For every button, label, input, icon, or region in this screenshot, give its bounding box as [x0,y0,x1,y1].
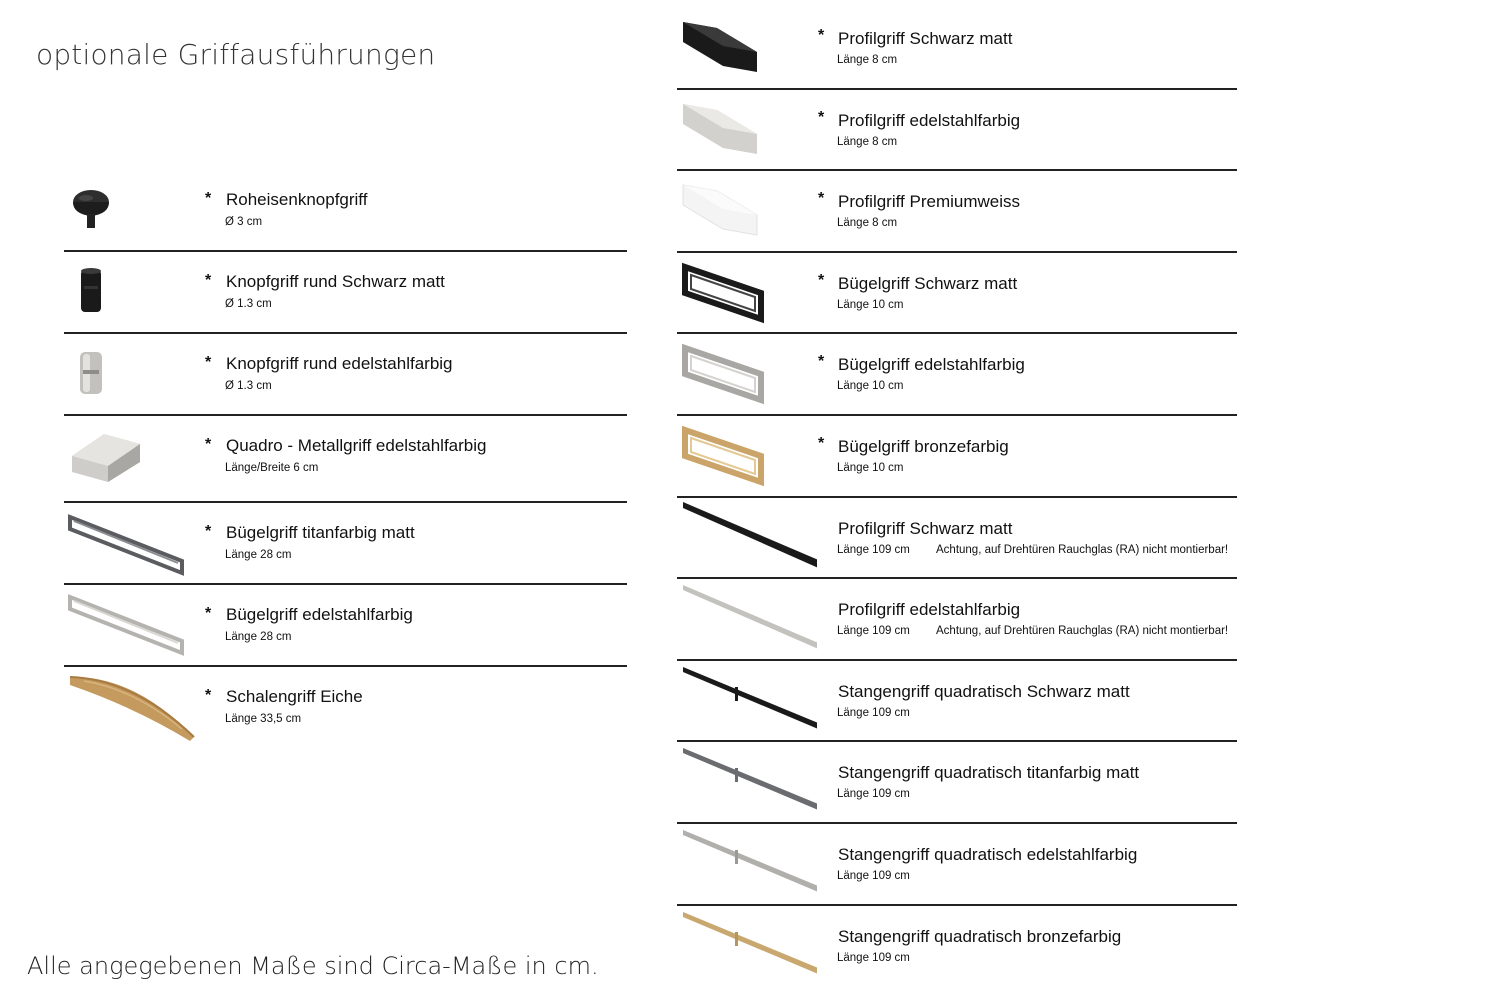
list-item [64,585,627,667]
bar-handle-icon [677,906,817,986]
item-marker: * [818,190,825,208]
item-name: Roheisenknopfgriff [226,190,368,209]
list-item [677,661,1237,743]
item-marker: * [205,687,212,704]
item-marker: * [205,523,212,540]
list-item [677,579,1237,661]
bow-handle-short-icon [677,334,817,414]
page-title: optionale Griffausführungen [36,38,436,71]
quadro-handle-icon [64,416,204,496]
item-marker: * [818,353,825,371]
item-name: Stangengriff quadratisch Schwarz matt [838,681,1130,701]
bar-handle-icon [677,824,817,904]
list-item [64,416,627,503]
item-marker: * [205,605,212,622]
profile-bar-long-icon [677,498,817,578]
knob-round-icon [64,170,204,250]
item-dimension: Länge 8 cm [837,217,898,230]
item-dimension: Länge 10 cm [837,380,904,393]
item-marker: * [205,354,212,371]
bar-handle-icon [677,661,817,741]
item-marker: * [205,272,212,289]
item-name: Stangengriff quadratisch bronzefarbig [838,926,1122,946]
item-dimension: Länge 109 cm [837,951,910,964]
item-name: Profilgriff Schwarz matt [838,29,1013,48]
item-dimension: Länge 109 cm [837,706,910,719]
item-marker: * [818,108,825,126]
item-dimension: Länge 28 cm [225,549,292,561]
item-marker: * [205,436,212,453]
item-name: Schalengriff Eiche [226,687,363,706]
item-dimension: Länge 33,5 cm [225,713,302,725]
list-item [677,824,1237,906]
item-dimension: Ø 1.3 cm [225,298,272,310]
item-name: Profilgriff edelstahlfarbig [838,110,1021,130]
item-name: Bügelgriff bronzefarbig [838,436,1009,456]
list-item [677,416,1237,498]
list-item [677,8,1237,90]
item-dimension: Länge/Breite 6 cm [225,462,319,474]
list-item [677,171,1237,253]
handle-list-right [677,8,1237,987]
list-item [64,252,627,334]
list-item [64,503,627,585]
bar-handle-icon [677,742,817,822]
item-name: Knopfgriff rund Schwarz matt [226,272,445,291]
item-marker: * [818,27,825,44]
list-item [677,253,1237,335]
item-name: Bügelgriff Schwarz matt [838,273,1018,293]
item-name: Bügelgriff edelstahlfarbig [226,605,413,624]
bow-handle-long-icon [64,503,204,583]
item-warning: Achtung, auf Drehtüren Rauchglas (RA) nicht montierbar! [936,543,1229,556]
item-dimension: Länge 8 cm [837,135,898,148]
list-item [677,90,1237,172]
bow-handle-short-icon [677,416,817,496]
item-warning: Achtung, auf Drehtüren Rauchglas (RA) nicht montierbar! [936,625,1229,638]
profile-handle-short-icon [677,171,817,251]
profile-handle-short-icon [677,8,817,88]
item-dimension: Länge 8 cm [837,54,898,66]
item-dimension: Länge 109 cm [837,543,910,556]
bow-handle-short-icon [677,253,817,333]
item-dimension: Ø 3 cm [225,216,263,228]
item-name: Stangengriff quadratisch edelstahlfarbig [838,844,1138,864]
profile-bar-long-icon [677,579,817,659]
bow-handle-long-icon [64,585,204,665]
item-name: Profilgriff edelstahlfarbig [838,600,1021,620]
item-marker: * [205,190,212,207]
item-name: Quadro - Metallgriff edelstahlfarbig [226,436,487,455]
list-item [677,498,1237,580]
list-item [64,667,627,749]
item-dimension: Länge 10 cm [837,461,904,474]
item-marker: * [818,271,825,289]
item-marker: * [818,434,825,452]
knob-cylinder-icon [64,334,204,414]
item-name: Profilgriff Schwarz matt [838,518,1013,538]
knob-cylinder-icon [64,252,204,332]
handle-list-left [64,170,627,749]
list-item [64,334,627,416]
profile-handle-short-icon [677,90,817,170]
item-dimension: Länge 109 cm [837,625,910,638]
item-name: Profilgriff Premiumweiss [838,192,1021,212]
item-dimension: Ø 1.3 cm [225,380,272,392]
item-name: Knopfgriff rund edelstahlfarbig [226,354,453,373]
list-item [677,334,1237,416]
item-dimension: Länge 10 cm [837,298,904,311]
footnote: Alle angegebenen Maße sind Circa-Maße in cm. [27,952,599,980]
item-dimension: Länge 28 cm [225,631,292,643]
list-item [677,906,1237,988]
list-item [64,170,627,252]
item-name: Bügelgriff titanfarbig matt [226,523,415,542]
shell-handle-oak-icon [64,667,204,747]
item-name: Stangengriff quadratisch titanfarbig matt [838,763,1140,783]
item-name: Bügelgriff edelstahlfarbig [838,355,1025,375]
list-item [677,742,1237,824]
item-dimension: Länge 109 cm [837,788,910,801]
item-dimension: Länge 109 cm [837,869,910,882]
